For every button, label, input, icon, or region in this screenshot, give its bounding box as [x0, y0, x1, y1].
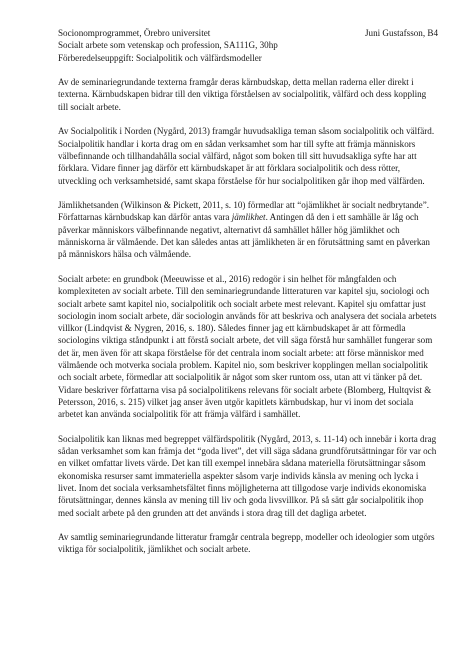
- header-course: Socialt arbete som vetenskap och profession, SA111G, 30hp: [58, 40, 278, 51]
- paragraph-intro: Av de seminariegrundande texterna framgår deras kärnbudskap, detta mellan raderna eller direkt i texterna. Kärnbudskapen bidrar till den viktiga förståelsen av socialpolitik, välfärd och dess koppling till socialt arbete.: [58, 77, 427, 112]
- paragraph-jamlikhetsanden: Jämlikhetsanden (Wilkinson & Pickett, 2011, s. 10) förmedlar att “ojämlikhet är socialt nedbrytande”. Författarnas kärnbudskap kan därför antas vara jämlikhet. Antingen då den i ett samhälle är låg och påverkar människors välbefinnande negativt, alternativt då samhället håller hög jämlikhet och människorna är välmående. Det kan således antas att jämlikheten är en förutsättning samt en påverkan på människors hälsa och välmående.: [58, 200, 430, 260]
- emphasis-jamlikhet: jämlikhet: [231, 212, 266, 223]
- header-university: Socionomprogrammet, Örebro universitet: [58, 28, 211, 38]
- paragraph-valfardspolitik: Socialpolitik kan liknas med begreppet välfärdspolitik (Nygård, 2013, s. 11-14) och innebär i korta drag sådan verksamhet som kan främja det “goda livet”, det vill säga sådana grundförutsättningar för var och en vilket omfattar livets värde. Det kan till exempel innebära sådana materiella förutsättningar såsom ekonomiska resurser samt immateriella aspekter såsom varje individs känsla av mening och lycka i livet. Inom det sociala verksamhetsfältet finns möjligheterna att tillgodose varje individs ekonomiska förutsättningar, dennes känsla av mening till liv och goda livsvillkor. På så sätt går socialpolitik ihop med socialt arbete på den grunden att det används i stora drag till det dagliga arbetet.: [58, 433, 437, 518]
- header-row: [58, 27, 438, 39]
- header-assignment: Förberedelseuppgift: Socialpolitik och välfärdsmodeller: [58, 52, 262, 63]
- paragraph-socialt-arbete-grundbok: Socialt arbete: en grundbok (Meeuwisse et al., 2016) redogör i sin helhet för mångfalden och komplexiteten av socialt arbete. Till den seminariegrundande litteraturen var kapitel sju, sociologi och socialt arbete samt kapitel nio, socialpolitik och socialt arbete mest relevant. Kapitel sju omfattar just sociologin inom socialt arbete, där sociologin används för att beskriva och analysera det sociala arbetets villkor (Lindqvist & Nygren, 2016, s. 180). Således finner jag ett kärnbudskapet är att förmedla sociologins viktiga ståndpunkt i att förstå socialt arbete, det vill säga förstå hur samhället fungerar som det är, men även för att skapa förståelse för det centrala inom socialt arbete: att förse människor med välmående och motverka sociala problem. Kapitel nio, som beskriver kopplingen mellan socialpolitik och socialt arbete, förmedlar att socialpolitik är något som sker runtom oss, utan att vi tänker på det. Vidare beskriver författarna visa på socialpolitikens relevans för socialt arbete (Blomberg, Hultqvist & Petersson, 2016, s. 215) vilket jag anser även utgör kapitlets kärnbudskap, hur vi inom det sociala arbetet kan använda socialpolitik för att främja välfärd i samhället.: [58, 273, 437, 420]
- paragraph-socialpolitik-i-norden: Av Socialpolitik i Norden (Nygård, 2013) framgår huvudsakliga teman såsom socialpolitik och välfärd. Socialpolitik handlar i korta drag om en sådan verksamhet som har till syfte att främja människors välbefinnande och tillhandahålla social välfärd, något som boken till sitt huvudsakliga syfte har att förklara. Vidare finner jag därför ett kärnbudskapet är att förklara socialpolitik och dess rötter, utveckling och verksamhetsidé, samt skapa förståelse för hur socialpolitiken går ihop med välfärden.: [58, 126, 435, 186]
- header-author: Juni Gustafsson, B4: [364, 28, 438, 38]
- paragraph-conclusion: Av samtlig seminariegrundande litteratur framgår centrala begrepp, modeller och ideologier som utgörs viktiga för socialpolitik, jämlikhet och socialt arbete.: [58, 532, 435, 555]
